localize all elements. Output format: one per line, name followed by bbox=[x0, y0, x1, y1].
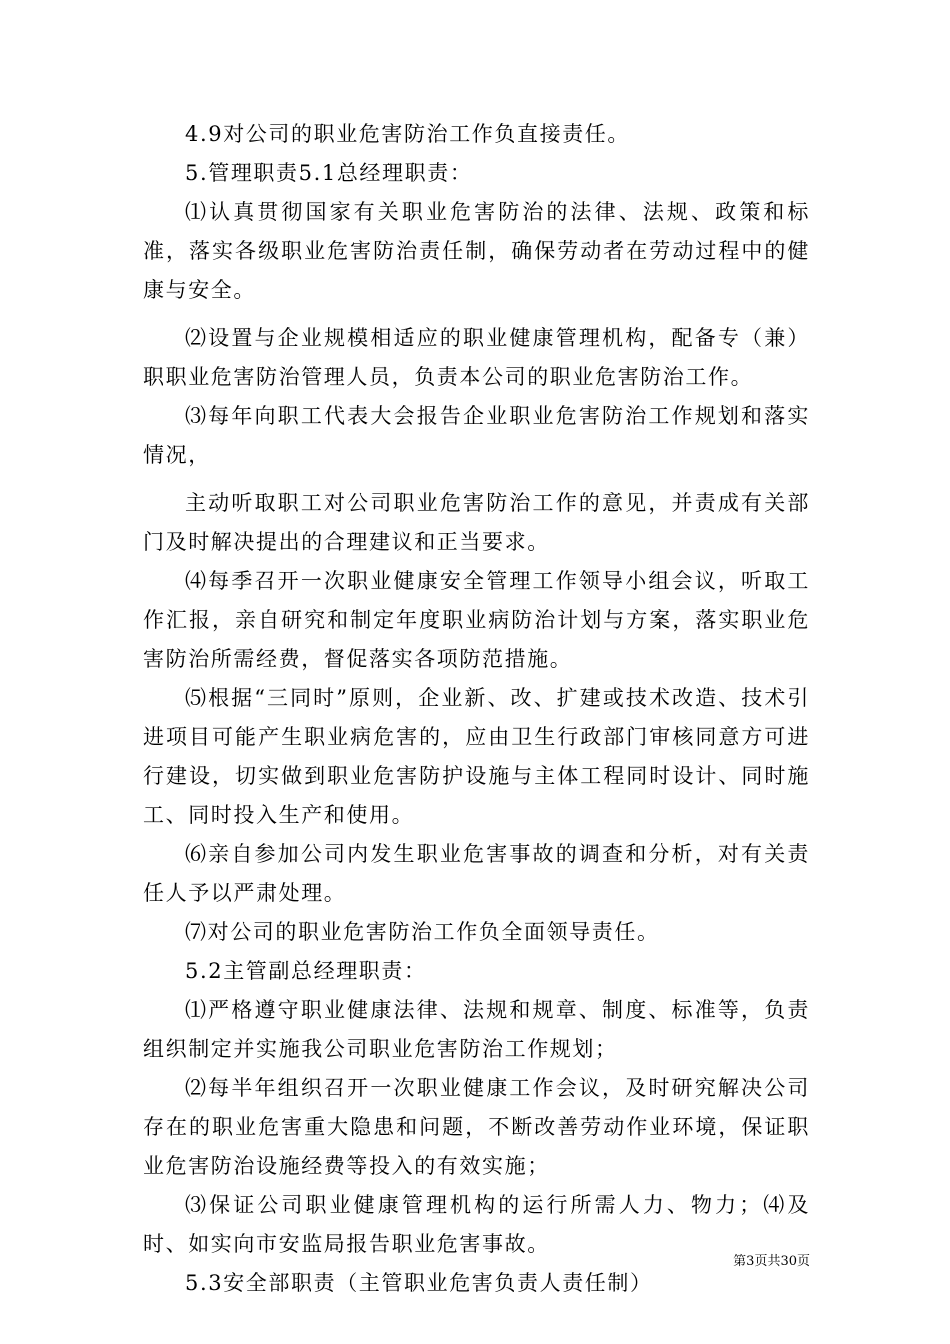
paragraph-5-1-item-5: ⑸根据“三同时”原则，企业新、改、扩建或技术改造、技术引进项目可能产生职业病危害的，应由卫生行政部门审核同意方可进行建设，切实做到职业危害防护设施与主体工程同时设计、同时施工、同时投入生产和使用。 bbox=[143, 686, 810, 827]
document-body bbox=[143, 115, 810, 1303]
paragraph-5-1-item-6: ⑹亲自参加公司内发生职业危害事故的调查和分析，对有关责任人予以严肃处理。 bbox=[143, 842, 810, 905]
paragraph-5-2-item-3: ⑶保证公司职业健康管理机构的运行所需人力、物力；⑷及时、如实向市安监局报告职业危害事故。 bbox=[143, 1193, 810, 1256]
paragraph-5-2-heading: 5.2主管副总经理职责： bbox=[185, 959, 427, 983]
paragraph-5-heading: 5.管理职责5.1总经理职责： bbox=[185, 161, 473, 185]
page-number-footer: 第3页共30页 bbox=[733, 1254, 810, 1269]
paragraph-5-1-item-3-cont: 主动听取职工对公司职业危害防治工作的意见，并责成有关部门及时解决提出的合理建议和正当要求。 bbox=[143, 491, 810, 554]
paragraph-4-9: 4.9对公司的职业危害防治工作负直接责任。 bbox=[185, 122, 630, 146]
paragraph-5-1-item-7: ⑺对公司的职业危害防治工作负全面领导责任。 bbox=[185, 920, 660, 944]
paragraph-5-2-item-1: ⑴严格遵守职业健康法律、法规和规章、制度、标准等，负责组织制定并实施我公司职业危害防治工作规划； bbox=[143, 998, 810, 1061]
paragraph-5-1-item-2: ⑵设置与企业规模相适应的职业健康管理机构，配备专（兼）职职业危害防治管理人员，负责本公司的职业危害防治工作。 bbox=[143, 326, 810, 389]
paragraph-5-2-item-2: ⑵每半年组织召开一次职业健康工作会议，及时研究解决公司存在的职业危害重大隐患和问题，不断改善劳动作业环境，保证职业危害防治设施经费等投入的有效实施； bbox=[143, 1076, 810, 1178]
paragraph-5-1-item-3: ⑶每年向职工代表大会报告企业职业危害防治工作规划和落实情况， bbox=[143, 404, 810, 467]
paragraph-5-1-item-1: ⑴认真贯彻国家有关职业危害防治的法律、法规、政策和标准，落实各级职业危害防治责任制，确保劳动者在劳动过程中的健康与安全。 bbox=[143, 200, 810, 302]
paragraph-5-3-heading: 5.3安全部职责（主管职业危害负责人责任制） bbox=[185, 1271, 653, 1295]
paragraph-5-1-item-4: ⑷每季召开一次职业健康安全管理工作领导小组会议，听取工作汇报，亲自研究和制定年度职业病防治计划与方案，落实职业危害防治所需经费，督促落实各项防范措施。 bbox=[143, 569, 810, 671]
